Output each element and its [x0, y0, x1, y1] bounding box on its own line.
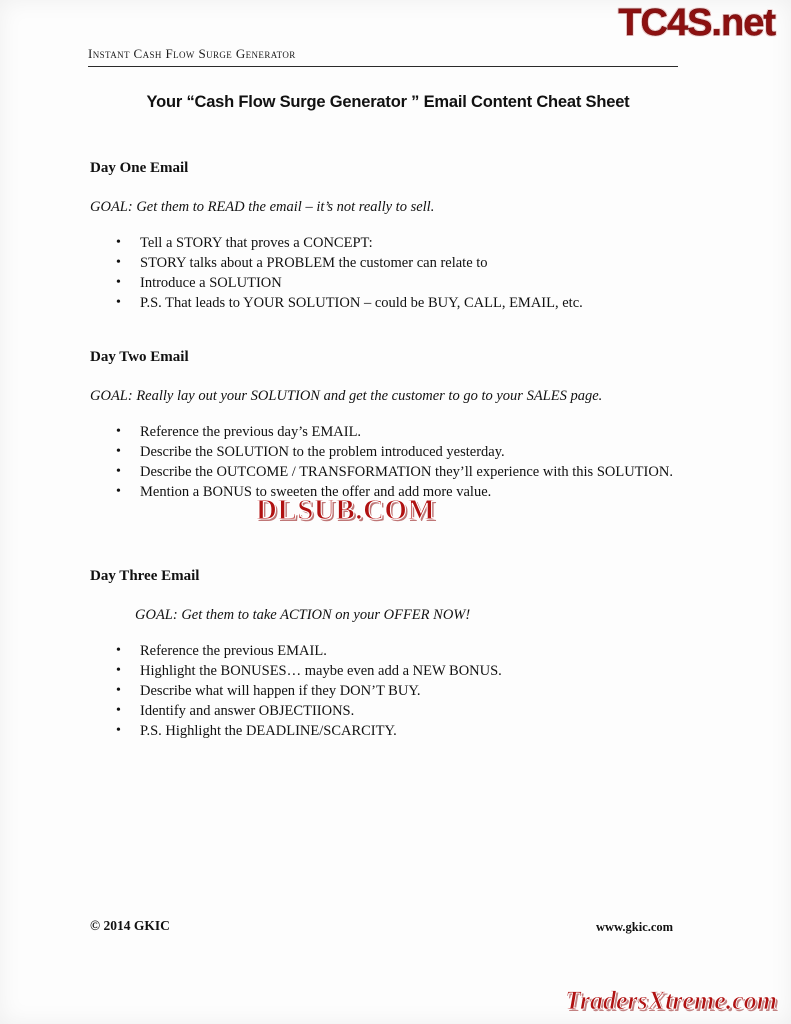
section-day-two	[90, 349, 700, 503]
list-item: • Describe what will happen if they DON’T BUY.	[90, 682, 700, 701]
list-item: • Mention a BONUS to sweeten the offer and add more value.	[90, 483, 700, 502]
running-header	[88, 45, 678, 67]
watermark-top-right: TC4S.net	[618, 2, 775, 44]
watermark-bottom-right: TradersXtreme.com	[564, 986, 777, 1015]
header-divider	[88, 66, 678, 67]
section-heading: Day Two Email	[90, 349, 189, 365]
section-heading: Day Three Email	[90, 568, 200, 584]
list-item: • Describe the SOLUTION to the problem introduced yesterday.	[90, 443, 700, 462]
section-day-one	[90, 160, 700, 314]
footer-copyright: © 2014 GKIC	[90, 918, 170, 933]
list-item: • Highlight the BONUSES… maybe even add a NEW BONUS.	[90, 662, 700, 681]
list-item: • Tell a STORY that proves a CONCEPT:	[90, 234, 700, 253]
list-item: • Identify and answer OBJECTIIONS.	[90, 702, 700, 721]
list-item: • P.S. Highlight the DEADLINE/SCARCITY.	[90, 722, 700, 741]
list-item: • P.S. That leads to YOUR SOLUTION – could be BUY, CALL, EMAIL, etc.	[90, 294, 700, 313]
page-title: Your “Cash Flow Surge Generator ” Email Content Cheat Sheet	[146, 93, 630, 111]
list-item: • STORY talks about a PROBLEM the customer can relate to	[90, 254, 700, 273]
section-points	[90, 234, 700, 313]
section-points	[90, 642, 700, 741]
section-day-three	[90, 568, 700, 742]
list-item: • Describe the OUTCOME / TRANSFORMATION they’ll experience with this SOLUTION.	[90, 463, 700, 482]
section-heading: Day One Email	[90, 160, 189, 176]
list-item: • Reference the previous day’s EMAIL.	[90, 423, 700, 442]
footer-website: www.gkic.com	[596, 920, 674, 934]
running-header-title: Instant Cash Flow Surge Generator	[88, 46, 296, 61]
list-item: • Introduce a SOLUTION	[90, 274, 700, 293]
section-goal: GOAL: Really lay out your SOLUTION and get the customer to go to your SALES page.	[90, 388, 603, 404]
section-goal: GOAL: Get them to READ the email – it’s not really to sell.	[90, 199, 435, 215]
watermark-center: DLSUB.COM	[256, 494, 436, 526]
list-item: • Reference the previous EMAIL.	[90, 642, 700, 661]
section-points	[90, 423, 700, 502]
section-goal: GOAL: Get them to take ACTION on your OFFER NOW!	[135, 607, 471, 623]
